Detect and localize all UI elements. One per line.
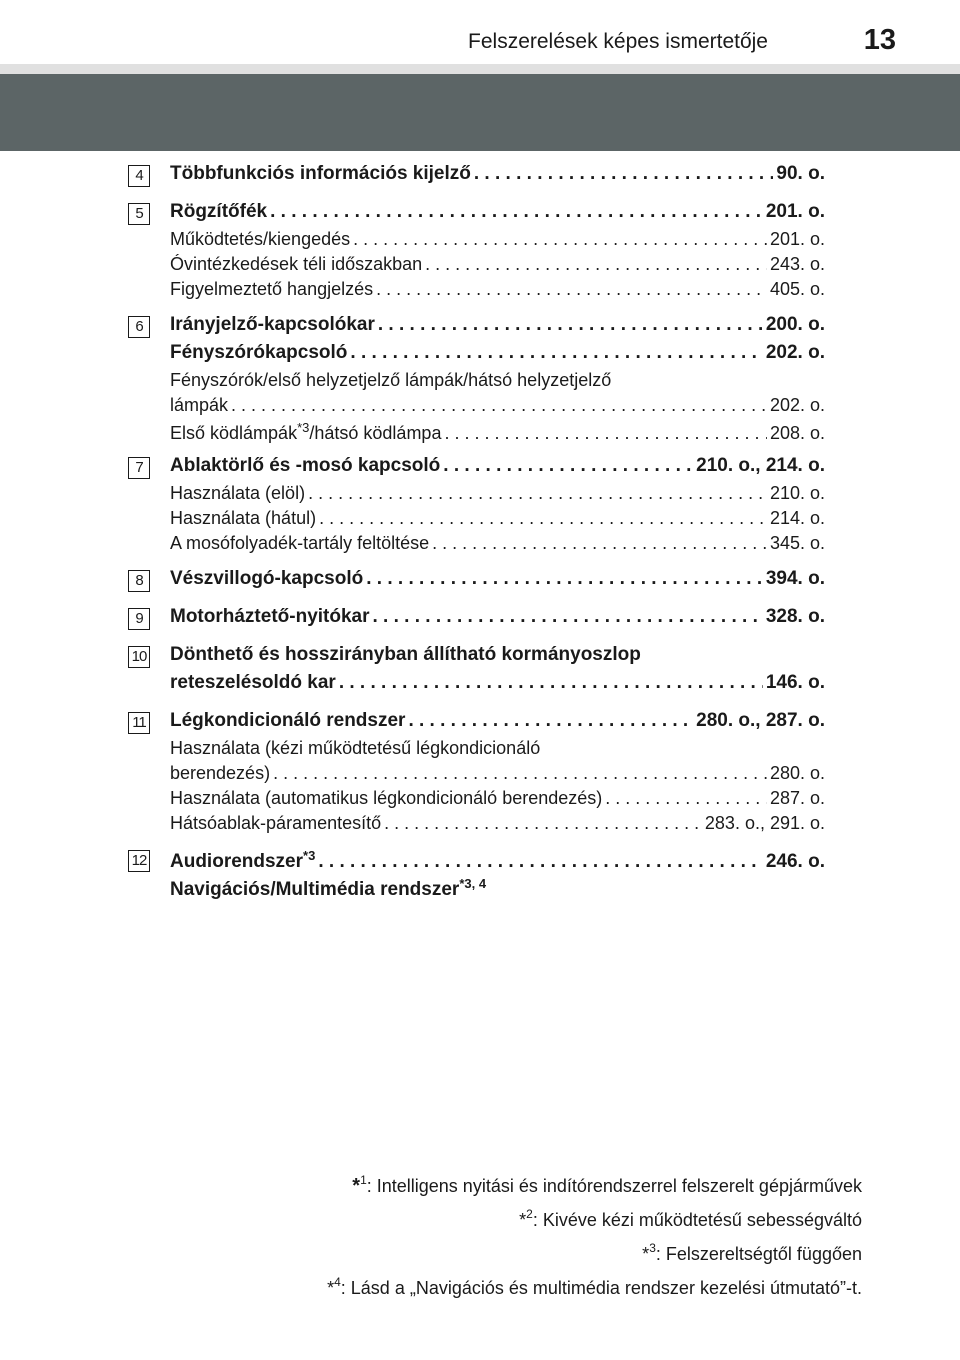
footnote <box>142 1268 862 1302</box>
page-reference[interactable]: 280. o. <box>769 763 825 783</box>
entry-label: Irányjelző-kapcsolókar <box>170 314 375 335</box>
dot-leader <box>444 423 766 444</box>
dot-leader <box>339 672 763 694</box>
page-reference[interactable]: 405. o. <box>769 279 825 299</box>
footnote-ref: *3, 4 <box>459 876 487 891</box>
index-entry <box>170 710 825 738</box>
index-section <box>128 606 825 634</box>
page-reference[interactable]: 201. o. <box>765 201 825 222</box>
page-reference[interactable]: 146. o. <box>765 672 825 693</box>
index-entry <box>170 342 825 370</box>
entry-label: Többfunkciós információs kijelző <box>170 163 471 184</box>
entry-label: Figyelmeztető hangjelzés <box>170 279 374 299</box>
footnote-mark: * <box>519 1210 527 1230</box>
entry-label: Motorháztető-nyitókar <box>170 606 370 627</box>
footnote-text: : Intelligens nyitási és indítórendszerrel felszerelt gépjárművek <box>366 1176 862 1196</box>
index-entry <box>170 672 825 700</box>
footnote-ref: *3 <box>303 848 316 863</box>
section-number-badge: 4 <box>128 165 150 187</box>
dot-leader <box>384 813 702 834</box>
dot-leader <box>474 163 774 185</box>
dot-leader <box>270 201 763 223</box>
footnote-text: : Felszereltségtől függően <box>655 1244 862 1264</box>
entry-label: Használata (hátul) <box>170 508 317 528</box>
dot-leader <box>408 710 693 732</box>
index-entry <box>170 568 825 596</box>
index-subentry <box>170 229 825 254</box>
page-header <box>0 0 960 64</box>
entry-label: Fényszórók/első helyzetjelző lámpák/hátsó helyzetjelző <box>170 370 612 390</box>
dot-leader <box>605 788 767 809</box>
footnote <box>142 1166 862 1200</box>
index-subentry <box>170 813 825 838</box>
footnote <box>142 1234 862 1268</box>
entry-label: lámpák <box>170 395 229 415</box>
entry-label: Működtetés/kiengedés <box>170 229 351 249</box>
index-section <box>128 848 825 904</box>
page-reference[interactable]: 208. o. <box>769 423 825 443</box>
page-reference[interactable]: 243. o. <box>769 254 825 274</box>
dot-leader <box>378 314 763 336</box>
footnote-mark: * <box>352 1175 361 1197</box>
footnote-mark: * <box>327 1278 335 1298</box>
entry-label: Használata (elöl) <box>170 483 306 503</box>
index-subentry <box>170 370 825 395</box>
dot-leader <box>353 229 767 250</box>
index-list <box>128 163 825 914</box>
dot-leader <box>231 395 767 416</box>
index-subentry <box>170 788 825 813</box>
index-subentry <box>170 508 825 533</box>
entry-label: A mosófolyadék-tartály feltöltése <box>170 533 430 553</box>
page-reference[interactable]: 202. o. <box>765 342 825 363</box>
entry-label: berendezés) <box>170 763 271 783</box>
footnote-number: 3 <box>649 1241 656 1255</box>
entry-label: Navigációs/Multimédia rendszer$^{*3, 4}$ <box>170 876 487 900</box>
page-reference[interactable]: 210. o., 214. o. <box>696 455 825 476</box>
section-number-badge: 10 <box>128 646 150 668</box>
footnotes <box>142 1166 862 1302</box>
page-reference[interactable]: 287. o. <box>769 788 825 808</box>
index-entry <box>170 876 825 904</box>
page-reference[interactable]: 210. o. <box>769 483 825 503</box>
section-number-badge: 7 <box>128 457 150 479</box>
entry-label: Használata (kézi működtetésű légkondicionáló <box>170 738 541 758</box>
entry-label: Audiorendszer$^{*3}$ <box>170 848 316 872</box>
footnote <box>142 1200 862 1234</box>
index-section <box>128 314 825 445</box>
page-reference[interactable]: 202. o. <box>769 395 825 415</box>
footnote-number: 2 <box>526 1207 533 1221</box>
chapter-title: Felszerelések képes ismertetője <box>468 30 768 53</box>
page-reference[interactable]: 394. o. <box>765 568 825 589</box>
page-reference[interactable]: 200. o. <box>765 314 825 335</box>
page-reference[interactable]: 214. o. <box>769 508 825 528</box>
index-section <box>128 201 825 304</box>
index-entry <box>170 314 825 342</box>
index-subentry <box>170 533 825 558</box>
entry-label: Vészvillogó-kapcsoló <box>170 568 364 589</box>
section-number-badge: 9 <box>128 608 150 630</box>
dot-leader <box>273 763 767 784</box>
index-subentry <box>170 420 825 445</box>
entry-label: Légkondicionáló rendszer <box>170 710 406 731</box>
dot-leader <box>366 568 763 590</box>
page-reference[interactable]: 90. o. <box>776 163 825 184</box>
header-band <box>0 64 960 74</box>
index-entry <box>170 455 825 483</box>
footnote-text: : Lásd a „Navigációs és multimédia rendszer kezelési útmutató”-t. <box>340 1278 862 1298</box>
section-number-badge: 6 <box>128 316 150 338</box>
index-section <box>128 644 825 700</box>
footnote-mark: * <box>642 1244 650 1264</box>
entry-label: Ablaktörlő és -mosó kapcsoló <box>170 455 441 476</box>
dot-leader <box>373 606 763 628</box>
index-section <box>128 568 825 596</box>
section-number-badge: 8 <box>128 570 150 592</box>
dot-leader <box>318 851 763 873</box>
index-entry <box>170 163 825 191</box>
index-subentry <box>170 254 825 279</box>
dot-leader <box>308 483 767 504</box>
index-entry <box>170 606 825 634</box>
entry-label: Rögzítőfék <box>170 201 268 222</box>
footnote-number: 1 <box>360 1173 367 1187</box>
index-subentry <box>170 763 825 788</box>
index-section <box>128 455 825 558</box>
entry-label: reteszelésoldó kar <box>170 672 336 693</box>
index-entry <box>170 644 825 672</box>
index-entry <box>170 848 825 876</box>
footnote-text: : Kivéve kézi működtetésű sebességváltó <box>532 1210 862 1230</box>
index-subentry <box>170 279 825 304</box>
dot-leader <box>443 455 693 477</box>
entry-label: Dönthető és hosszirányban állítható kormányoszlop <box>170 644 641 665</box>
page-reference[interactable]: 201. o. <box>769 229 825 249</box>
page-reference[interactable]: 345. o. <box>769 533 825 553</box>
page-number: 13 <box>863 24 896 56</box>
entry-label: Használata (automatikus légkondicionáló berendezés) <box>170 788 603 808</box>
dot-leader <box>432 533 767 554</box>
page-reference[interactable]: 283. o., 291. o. <box>704 813 825 833</box>
footnote-ref: *3 <box>297 420 310 435</box>
section-number-badge: 12 <box>128 850 150 872</box>
section-number-badge: 11 <box>128 712 150 734</box>
index-subentry <box>170 738 825 763</box>
index-subentry <box>170 395 825 420</box>
decorative-band <box>0 74 960 151</box>
page-reference[interactable]: 246. o. <box>765 851 825 872</box>
entry-label: Hátsóablak-páramentesítő <box>170 813 382 833</box>
index-entry <box>170 201 825 229</box>
dot-leader <box>319 508 767 529</box>
entry-label: Első ködlámpák$^{*3}$/hátsó ködlámpa <box>170 420 442 443</box>
page-reference[interactable]: 280. o., 287. o. <box>696 710 825 731</box>
index-subentry <box>170 483 825 508</box>
entry-label: Fényszórókapcsoló <box>170 342 348 363</box>
section-number-badge: 5 <box>128 203 150 225</box>
index-section <box>128 163 825 191</box>
footnote-number: 4 <box>334 1275 341 1289</box>
page-reference[interactable]: 328. o. <box>765 606 825 627</box>
dot-leader <box>350 342 762 364</box>
dot-leader <box>425 254 767 275</box>
dot-leader <box>376 279 767 300</box>
entry-label: Óvintézkedések téli időszakban <box>170 254 423 274</box>
index-section <box>128 710 825 838</box>
